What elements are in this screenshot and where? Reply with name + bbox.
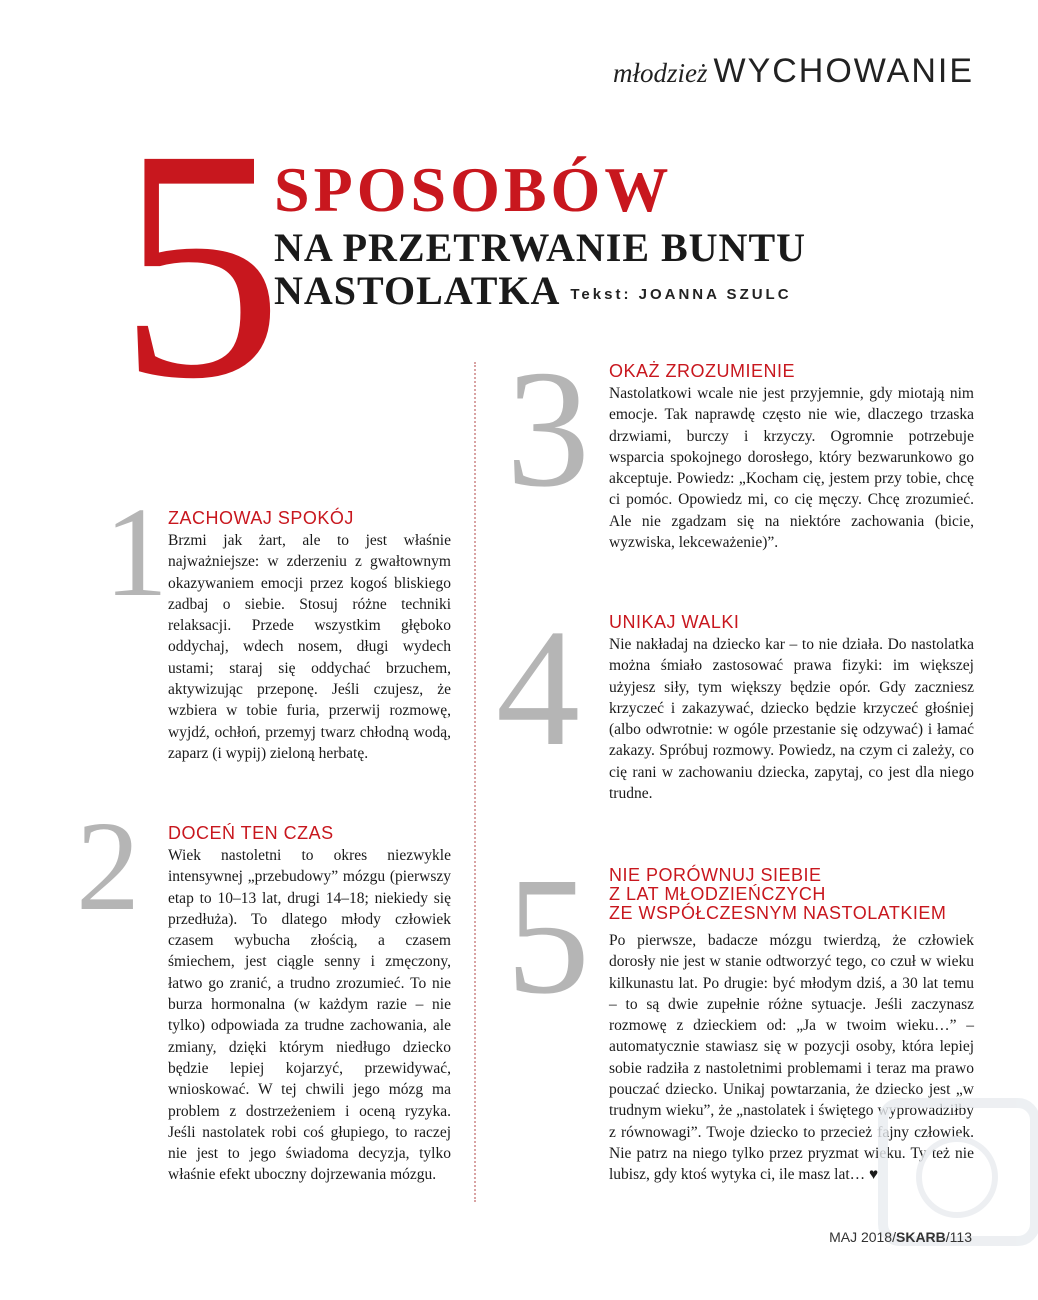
tip-5-heading bbox=[609, 866, 946, 923]
tip-1-text: Brzmi jak żart, ale to jest właśnie najważniejsze: w zderzeniu z gwałtownym okazywaniem emocji przez kogoś bliskiego zadbaj o siebie. Stosuj różne techniki relaksacji. Przede wszystkim głęboko oddychaj, wdech nosem, długi wydech ustami; staraj się oddychać brzuchem, aktywizując przeponę. Jeśli czujesz, że wzbiera w tobie furia, przerwij rozmowę, wyjdź, ochłoń, przemyj twarz chłodną wodą, zaparz (i wypij) zieloną herbatę. bbox=[168, 532, 451, 762]
watermark-logo-icon bbox=[878, 1098, 1038, 1246]
tip-3-heading: OKAŻ ZROZUMIENIE bbox=[609, 361, 796, 381]
tip-5-heading-line3: ZE WSPÓŁCZESNYM NASTOLATKIEM bbox=[609, 903, 947, 923]
article-subtitle-line2 bbox=[274, 270, 792, 316]
tip-4-text: Nie nakładaj na dziecko kar – to nie działa. Do nastolatka można śmiało zastosować prawa fizyki: im większej użyjesz siły, tym większy będzie opór. Gdy zaczniesz krzyczeć i zakazywać, dziecko będzie krzyczeć głośniej (albo odwrotnie: w ogóle przestanie się odzywać) i łamać zakazy. Spróbuj rozmowy. Powiedz, na czym ci zależy, co cię rani w zachowaniu dziecka, zapytaj, co jest dla niego trudne. bbox=[609, 636, 974, 803]
section-title: WYCHOWANIE bbox=[713, 52, 974, 90]
column-divider bbox=[474, 362, 476, 1202]
byline: Tekst: JOANNA SZULC bbox=[570, 285, 792, 303]
tip-3-text: Nastolatkowi wcale nie jest przyjemnie, gdy miotają nim emocje. Tak naprawdę często nie wie, dlaczego trzaska drzwiami, burczy i krzyczy. Ogromnie potrzebuje wsparcia spokojnego dorosłego, który bezwarunkowo go akceptuje. Powiedz: „Kocham cię, jestem przy tobie, chcę ci pomóc. Opowiedz mi, co cię męczy. Chcę zrozumieć. Ale nie zgadzam się na niektóre zachowania (bicie, wyzwiska, lekceważenie)”. bbox=[609, 385, 974, 552]
tip-5-text: Po pierwsze, badacze mózgu twierdzą, że człowiek dorosły nie jest w stanie odtworzyć tego, co czuł w wieku kilkunastu lat. Po drugie: być młodym dziś, a 30 lat temu – to są dwie zupełnie różne sytuacje. Jeśli zaczynasz rozmowę z dzieckiem od: „Ja w twoim wieku…” – automatycznie stawiasz się w pozycji osoby, która lepiej sobie radziła z nastoletnimi problemami i teraz ma prawo pouczać dziecko. Unikaj powtarzania, że dziecko jest „w trudnym wieku”, że „nastolatek i świętego wyprowadziłby z równowagi”. Twoje dziecko to przecież fajny człowiek. Nie patrz na niego tylko przez pryzmat wieku. Ty też nie lubisz, gdy ktoś wytyka ci, ile masz lat… ♥ bbox=[609, 932, 974, 1184]
article-subtitle-line1: NA PRZETRWANIE BUNTU bbox=[274, 225, 807, 270]
tip-1-heading: ZACHOWAJ SPOKÓJ bbox=[168, 508, 354, 528]
page-footer: MAJ 2018/SKARB/113 bbox=[829, 1229, 972, 1245]
footer-brand: SKARB bbox=[896, 1229, 946, 1245]
section-header bbox=[613, 52, 974, 91]
article-subtitle-line2-text: NASTOLATKA bbox=[274, 268, 561, 313]
tip-2-text: Wiek nastoletni to okres niezwykle intensywnej „przebudowy” mózgu (pierwszy etap to 10–13 lat, drugi 14–18; niekiedy się przedłuża). To dlatego młody człowiek czasem wybucha złością, a czasem śmiechem, jest ciągle senny i zmęczony, łatwo go zranić, a trudno zrozumieć. To nie burza hormonalna (w każdym razie – nie tylko) odpowiada za trudne zachowania, ale zmiany, dzięki którym niedługo dziecko będzie lepiej kojarzyć, przewidywać, wnioskować. W tej chwili jego mózg ma problem z dostrzeżeniem i oceną ryzyka. Jeśli nastolatek robi coś głupiego, to raczej nie jest to jego świadoma decyzja, tylko właśnie efekt uboczny dojrzewania mózgu. bbox=[168, 847, 451, 1184]
tip-2-number: 2 bbox=[76, 795, 140, 937]
tip-3-number: 3 bbox=[506, 336, 590, 522]
tip-5-heading-line2: Z LAT MŁODZIEŃCZYCH bbox=[609, 884, 826, 904]
tip-4-heading: UNIKAJ WALKI bbox=[609, 612, 740, 632]
tip-2-heading: DOCEŃ TEN CZAS bbox=[168, 823, 334, 843]
article-title: SPOSOBÓW bbox=[274, 154, 673, 225]
section-sub: młodzież bbox=[612, 58, 708, 88]
tip-5-number: 5 bbox=[506, 843, 590, 1029]
hero-number: 5 bbox=[118, 82, 283, 447]
footer-date: MAJ 2018 bbox=[829, 1229, 893, 1245]
tip-5-heading-line1: NIE PORÓWNUJ SIEBIE bbox=[609, 865, 822, 885]
page-number: 113 bbox=[949, 1229, 972, 1245]
tip-1-number: 1 bbox=[104, 481, 168, 623]
tip-4-number: 4 bbox=[496, 595, 580, 781]
